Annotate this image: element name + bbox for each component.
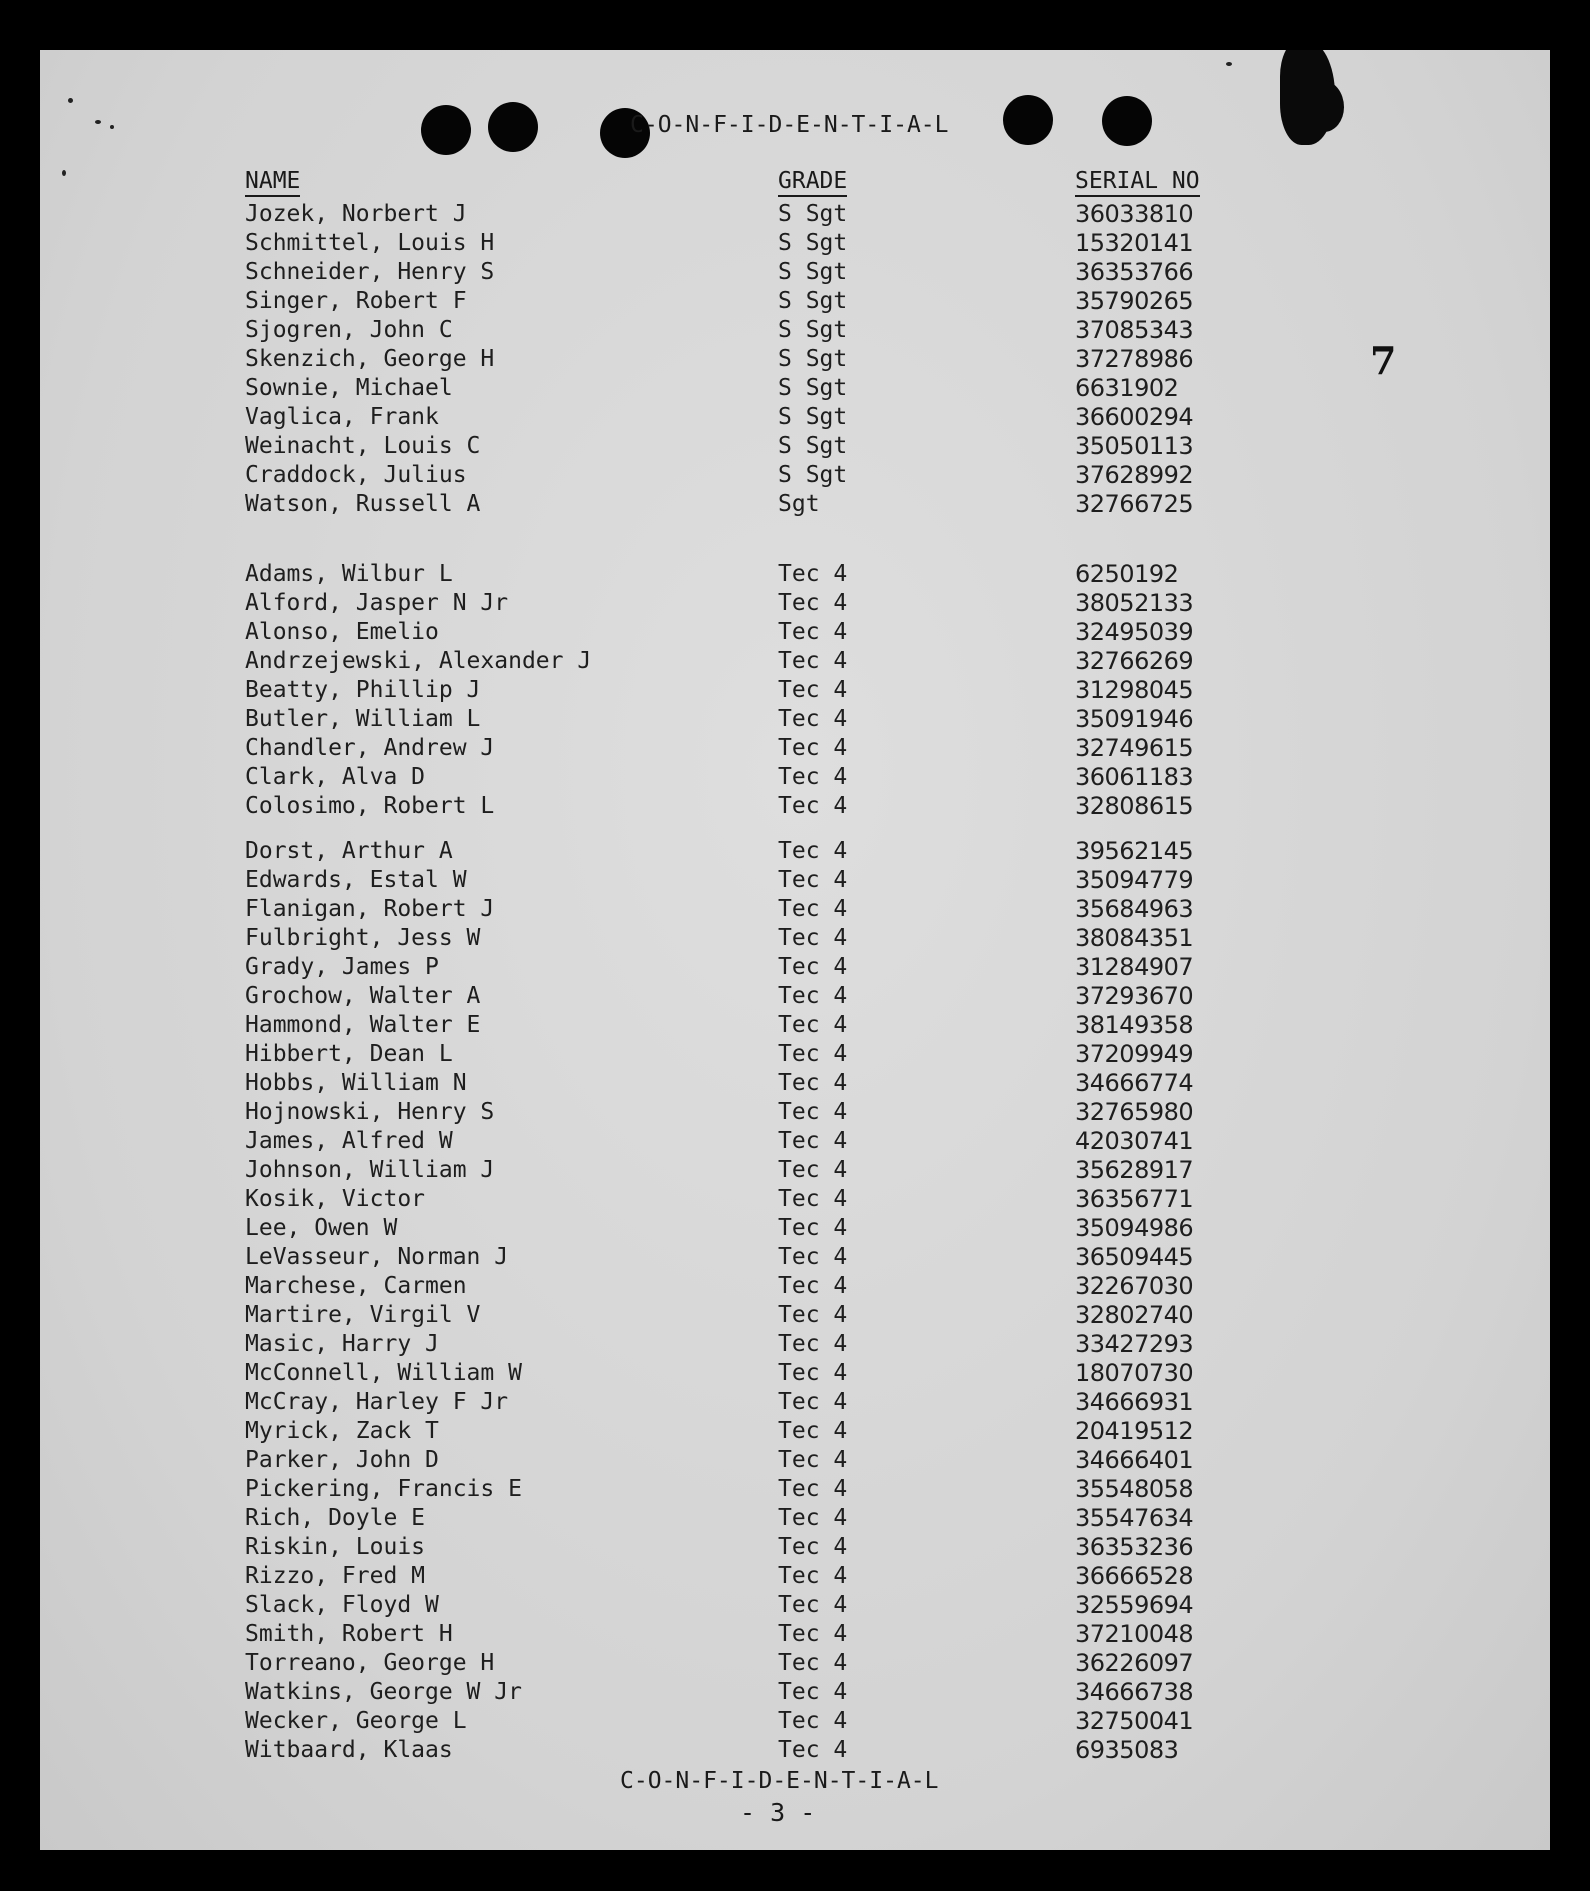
- roster-name: Myrick, Zack T: [245, 1418, 439, 1444]
- roster-name: McConnell, William W: [245, 1360, 522, 1386]
- roster-grade: Sgt: [778, 491, 820, 517]
- roster-name: Dorst, Arthur A: [245, 838, 453, 864]
- roster-grade: Tec 4: [778, 1157, 848, 1183]
- roster-serial: 36353766: [1075, 258, 1194, 286]
- roster-grade: Tec 4: [778, 896, 848, 922]
- roster-grade: S Sgt: [778, 288, 848, 314]
- roster-serial: 36509445: [1075, 1243, 1194, 1271]
- roster-row: [40, 618, 1550, 647]
- roster-grade: S Sgt: [778, 346, 848, 372]
- roster-grade: Tec 4: [778, 1070, 848, 1096]
- roster-serial: 34666401: [1075, 1446, 1194, 1474]
- confidential-header: C-O-N-F-I-D-E-N-T-I-A-L: [630, 112, 949, 138]
- roster-serial: 36600294: [1075, 403, 1194, 431]
- torn-corner: [1302, 80, 1344, 132]
- roster-row: [40, 229, 1550, 258]
- roster-name: Alford, Jasper N Jr: [245, 590, 509, 616]
- punch-hole: [488, 102, 538, 152]
- roster-row: [40, 837, 1550, 866]
- roster-serial: 42030741: [1075, 1127, 1194, 1155]
- roster-name: Andrzejewski, Alexander J: [245, 648, 592, 674]
- speck: [110, 125, 114, 129]
- roster-name: Flanigan, Robert J: [245, 896, 495, 922]
- roster-serial: 37278986: [1075, 345, 1194, 373]
- roster-name: Jozek, Norbert J: [245, 201, 467, 227]
- roster-grade: Tec 4: [778, 1244, 848, 1270]
- roster-row: [40, 1504, 1550, 1533]
- roster-grade: Tec 4: [778, 867, 848, 893]
- roster-grade: S Sgt: [778, 201, 848, 227]
- roster-row: [40, 1417, 1550, 1446]
- roster-row: [40, 1359, 1550, 1388]
- roster-row: [40, 461, 1550, 490]
- roster-row: [40, 1475, 1550, 1504]
- roster-row: [40, 1243, 1550, 1272]
- roster-name: Torreano, George H: [245, 1650, 495, 1676]
- roster-grade: Tec 4: [778, 1389, 848, 1415]
- roster-row: [40, 258, 1550, 287]
- roster-serial: 36061183: [1075, 763, 1194, 791]
- roster-name: LeVasseur, Norman J: [245, 1244, 509, 1270]
- roster-name: McCray, Harley F Jr: [245, 1389, 509, 1415]
- roster-name: Vaglica, Frank: [245, 404, 439, 430]
- roster-serial: 35094779: [1075, 866, 1194, 894]
- roster-name: Rizzo, Fred M: [245, 1563, 426, 1589]
- roster-grade: Tec 4: [778, 1679, 848, 1705]
- roster-row: [40, 1562, 1550, 1591]
- roster-serial: 32559694: [1075, 1591, 1194, 1619]
- roster-name: Singer, Robert F: [245, 288, 467, 314]
- roster-grade: Tec 4: [778, 1273, 848, 1299]
- roster-row: [40, 982, 1550, 1011]
- roster-row: [40, 1127, 1550, 1156]
- roster-serial: 36033810: [1075, 200, 1194, 228]
- roster-grade: S Sgt: [778, 317, 848, 343]
- roster-name: Skenzich, George H: [245, 346, 495, 372]
- roster-name: Watson, Russell A: [245, 491, 481, 517]
- roster-serial: 37210048: [1075, 1620, 1194, 1648]
- roster-row: [40, 1011, 1550, 1040]
- punch-hole: [421, 105, 471, 155]
- roster-name: Slack, Floyd W: [245, 1592, 439, 1618]
- roster-serial: 39562145: [1075, 837, 1194, 865]
- roster-serial: 32750041: [1075, 1707, 1194, 1735]
- roster-name: Hammond, Walter E: [245, 1012, 481, 1038]
- roster-serial: 33427293: [1075, 1330, 1194, 1358]
- roster-name: Beatty, Phillip J: [245, 677, 481, 703]
- roster-row: [40, 287, 1550, 316]
- roster-name: Pickering, Francis E: [245, 1476, 522, 1502]
- roster-serial: 32766269: [1075, 647, 1194, 675]
- roster-serial: 15320141: [1075, 229, 1194, 257]
- document-page: [40, 50, 1550, 1850]
- roster-row: [40, 1098, 1550, 1127]
- roster-grade: Tec 4: [778, 561, 848, 587]
- confidential-footer: C-O-N-F-I-D-E-N-T-I-A-L: [620, 1768, 939, 1794]
- side-mark: 7: [1370, 338, 1397, 383]
- column-header-grade: GRADE: [778, 168, 847, 194]
- roster-serial: 37293670: [1075, 982, 1194, 1010]
- punch-hole: [1102, 96, 1152, 146]
- roster-grade: S Sgt: [778, 433, 848, 459]
- roster-name: Marchese, Carmen: [245, 1273, 467, 1299]
- roster-grade: Tec 4: [778, 954, 848, 980]
- roster-serial: 35050113: [1075, 432, 1194, 460]
- roster-grade: Tec 4: [778, 677, 848, 703]
- roster-row: [40, 560, 1550, 589]
- roster-grade: Tec 4: [778, 1650, 848, 1676]
- roster-row: [40, 647, 1550, 676]
- roster-row: [40, 1388, 1550, 1417]
- roster-row: [40, 953, 1550, 982]
- roster-grade: Tec 4: [778, 1592, 848, 1618]
- roster-grade: Tec 4: [778, 1331, 848, 1357]
- roster-row: [40, 734, 1550, 763]
- roster-serial: 36356771: [1075, 1185, 1194, 1213]
- roster-name: Martire, Virgil V: [245, 1302, 481, 1328]
- roster-grade: Tec 4: [778, 1708, 848, 1734]
- roster-row: [40, 1069, 1550, 1098]
- roster-row: [40, 200, 1550, 229]
- roster-name: Hojnowski, Henry S: [245, 1099, 495, 1125]
- roster-row: [40, 705, 1550, 734]
- roster-serial: 20419512: [1075, 1417, 1194, 1445]
- roster-row: [40, 1620, 1550, 1649]
- roster-name: Riskin, Louis: [245, 1534, 426, 1560]
- roster-row: [40, 924, 1550, 953]
- roster-name: Colosimo, Robert L: [245, 793, 495, 819]
- roster-grade: Tec 4: [778, 735, 848, 761]
- roster-grade: Tec 4: [778, 1418, 848, 1444]
- roster-name: Witbaard, Klaas: [245, 1737, 453, 1763]
- speck: [68, 98, 73, 103]
- roster-row: [40, 374, 1550, 403]
- roster-grade: S Sgt: [778, 230, 848, 256]
- roster-name: Adams, Wilbur L: [245, 561, 453, 587]
- roster-grade: Tec 4: [778, 1186, 848, 1212]
- roster-grade: Tec 4: [778, 983, 848, 1009]
- speck: [1226, 62, 1232, 66]
- roster-serial: 32267030: [1075, 1272, 1194, 1300]
- roster-name: Schmittel, Louis H: [245, 230, 495, 256]
- roster-serial: 31298045: [1075, 676, 1194, 704]
- roster-grade: Tec 4: [778, 1360, 848, 1386]
- roster-grade: S Sgt: [778, 375, 848, 401]
- roster-serial: 34666931: [1075, 1388, 1194, 1416]
- roster-grade: Tec 4: [778, 1621, 848, 1647]
- roster-serial: 37209949: [1075, 1040, 1194, 1068]
- roster-row: [40, 1214, 1550, 1243]
- roster-name: Hibbert, Dean L: [245, 1041, 453, 1067]
- column-header-serial: SERIAL NO: [1075, 168, 1200, 194]
- punch-hole: [1003, 95, 1053, 145]
- roster-row: [40, 1156, 1550, 1185]
- roster-name: Smith, Robert H: [245, 1621, 453, 1647]
- roster-name: Parker, John D: [245, 1447, 439, 1473]
- roster-name: Alonso, Emelio: [245, 619, 439, 645]
- roster-name: Butler, William L: [245, 706, 481, 732]
- roster-row: [40, 1446, 1550, 1475]
- roster-name: Weinacht, Louis C: [245, 433, 481, 459]
- roster-row: [40, 1040, 1550, 1069]
- roster-name: Clark, Alva D: [245, 764, 426, 790]
- roster-name: James, Alfred W: [245, 1128, 453, 1154]
- roster-row: [40, 1301, 1550, 1330]
- roster-row: [40, 403, 1550, 432]
- roster-serial: 38084351: [1075, 924, 1194, 952]
- roster-grade: Tec 4: [778, 1128, 848, 1154]
- roster-grade: Tec 4: [778, 1012, 848, 1038]
- roster-row: [40, 792, 1550, 821]
- roster-name: Grochow, Walter A: [245, 983, 481, 1009]
- roster-serial: 35548058: [1075, 1475, 1194, 1503]
- roster-grade: S Sgt: [778, 404, 848, 430]
- speck: [95, 120, 101, 124]
- roster-serial: 35628917: [1075, 1156, 1194, 1184]
- roster-name: Lee, Owen W: [245, 1215, 398, 1241]
- roster-serial: 32749615: [1075, 734, 1194, 762]
- roster-grade: Tec 4: [778, 1041, 848, 1067]
- roster-serial: 32802740: [1075, 1301, 1194, 1329]
- roster-row: [40, 763, 1550, 792]
- roster-grade: Tec 4: [778, 1302, 848, 1328]
- roster-grade: Tec 4: [778, 925, 848, 951]
- roster-name: Sownie, Michael: [245, 375, 453, 401]
- roster-name: Fulbright, Jess W: [245, 925, 481, 951]
- roster-grade: Tec 4: [778, 1099, 848, 1125]
- roster-serial: 34666738: [1075, 1678, 1194, 1706]
- roster-serial: 32808615: [1075, 792, 1194, 820]
- roster-name: Kosik, Victor: [245, 1186, 426, 1212]
- roster-grade: Tec 4: [778, 1215, 848, 1241]
- column-header-name: NAME: [245, 168, 300, 194]
- roster-serial: 35094986: [1075, 1214, 1194, 1242]
- roster-serial: 34666774: [1075, 1069, 1194, 1097]
- roster-row: [40, 1678, 1550, 1707]
- roster-name: Chandler, Andrew J: [245, 735, 495, 761]
- roster-grade: Tec 4: [778, 1476, 848, 1502]
- roster-grade: Tec 4: [778, 1563, 848, 1589]
- roster-serial: 37628992: [1075, 461, 1194, 489]
- roster-row: [40, 895, 1550, 924]
- roster-serial: 36666528: [1075, 1562, 1194, 1590]
- roster-grade: Tec 4: [778, 706, 848, 732]
- roster-name: Wecker, George L: [245, 1708, 467, 1734]
- roster-serial: 35547634: [1075, 1504, 1194, 1532]
- roster-name: Sjogren, John C: [245, 317, 453, 343]
- roster-serial: 31284907: [1075, 953, 1194, 981]
- roster-name: Grady, James P: [245, 954, 439, 980]
- roster-name: Edwards, Estal W: [245, 867, 467, 893]
- roster-row: [40, 432, 1550, 461]
- roster-grade: Tec 4: [778, 590, 848, 616]
- roster-row: [40, 1185, 1550, 1214]
- roster-row: [40, 490, 1550, 519]
- roster-name: Johnson, William J: [245, 1157, 495, 1183]
- roster-row: [40, 676, 1550, 705]
- roster-serial: 6935083: [1075, 1736, 1179, 1764]
- roster-serial: 36353236: [1075, 1533, 1194, 1561]
- roster-grade: Tec 4: [778, 764, 848, 790]
- roster-name: Schneider, Henry S: [245, 259, 495, 285]
- roster-row: [40, 1736, 1550, 1765]
- roster-name: Rich, Doyle E: [245, 1505, 426, 1531]
- roster-serial: 32495039: [1075, 618, 1194, 646]
- roster-serial: 6631902: [1075, 374, 1179, 402]
- roster-serial: 32766725: [1075, 490, 1194, 518]
- speck: [62, 170, 66, 176]
- roster-serial: 6250192: [1075, 560, 1179, 588]
- roster-serial: 18070730: [1075, 1359, 1194, 1387]
- roster-row: [40, 316, 1550, 345]
- roster-name: Watkins, George W Jr: [245, 1679, 522, 1705]
- roster-row: [40, 345, 1550, 374]
- roster-name: Masic, Harry J: [245, 1331, 439, 1357]
- roster-serial: 37085343: [1075, 316, 1194, 344]
- roster-grade: Tec 4: [778, 648, 848, 674]
- roster-row: [40, 866, 1550, 895]
- roster-row: [40, 1707, 1550, 1736]
- roster-name: Hobbs, William N: [245, 1070, 467, 1096]
- roster-serial: 36226097: [1075, 1649, 1194, 1677]
- roster-serial: 32765980: [1075, 1098, 1194, 1126]
- roster-serial: 35684963: [1075, 895, 1194, 923]
- roster-row: [40, 1591, 1550, 1620]
- roster-serial: 38149358: [1075, 1011, 1194, 1039]
- roster-row: [40, 1330, 1550, 1359]
- roster-grade: S Sgt: [778, 462, 848, 488]
- roster-name: Craddock, Julius: [245, 462, 467, 488]
- roster-serial: 38052133: [1075, 589, 1194, 617]
- roster-serial: 35790265: [1075, 287, 1194, 315]
- roster-grade: Tec 4: [778, 619, 848, 645]
- roster-grade: Tec 4: [778, 793, 848, 819]
- page-number: - 3 -: [740, 1798, 816, 1827]
- roster-row: [40, 1533, 1550, 1562]
- roster-row: [40, 589, 1550, 618]
- roster-serial: 35091946: [1075, 705, 1194, 733]
- roster-grade: Tec 4: [778, 838, 848, 864]
- roster-grade: Tec 4: [778, 1534, 848, 1560]
- roster-grade: Tec 4: [778, 1447, 848, 1473]
- roster-row: [40, 1272, 1550, 1301]
- roster-row: [40, 1649, 1550, 1678]
- roster-grade: Tec 4: [778, 1505, 848, 1531]
- roster-grade: S Sgt: [778, 259, 848, 285]
- roster-grade: Tec 4: [778, 1737, 848, 1763]
